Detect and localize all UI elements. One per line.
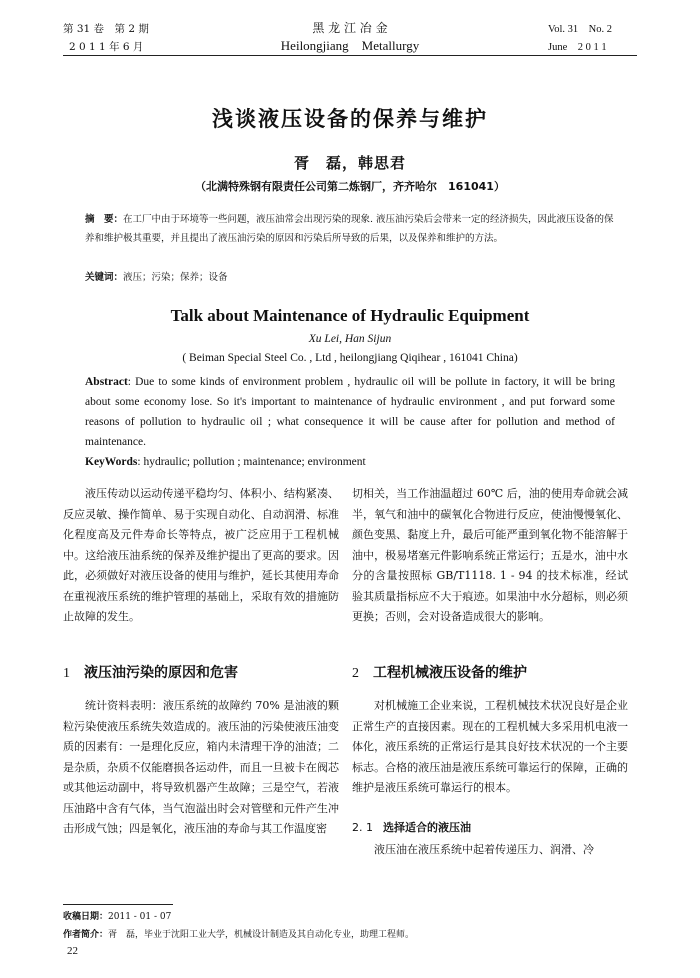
authors-cn: 胥 磊，韩思君 [293, 154, 406, 172]
keywords-en [85, 452, 615, 472]
section-1-paragraph: 统计资料表明：液压系统的故障约 70% 是油液的颗粒污染使液压系统失效造成的。液压油的污染使液压油变质的因素有：一是理化反应，箱内未清理干净的油渣；二是杂质，杂质不仅能磨损各运动件，而且一旦被卡在阀芯或其他运动副中，将导致机器产生故障；三是空气，若液压油路中含有气体，当气泡溢出时会对管壁和元件产生冲击形成气蚀；四是氧化，液压油的寿命与其工作温度密 [63, 699, 339, 835]
journal-name-en: Heilongjiang Metallurgy [280, 38, 420, 53]
author-bio [63, 926, 414, 944]
section-1-title: 液压油污染的原因和危害 [84, 665, 238, 681]
footnote-rule [63, 904, 173, 905]
received-label: 收稿日期： [63, 912, 109, 922]
abstract-label-cn: 摘 要： [85, 214, 124, 225]
section-2-paragraph: 对机械施工企业来说，工程机械技术状况良好是企业正常生产的直接因素。现在的工程机械大多采用机电液一体化，液压系统的正常运行是其良好技术状况的一个主要标志。合格的液压油是液压系统可靠运行的保障，正确的维护是液压系统可靠运行的根本。 [352, 699, 628, 794]
date-cn: 2 0 1 1 年 6 月 [69, 41, 144, 53]
volume-issue-en: Vol. 31 No. 2 [548, 24, 612, 35]
keywords-label-cn: 关键词： [85, 272, 124, 283]
intro-paragraph: 液压传动以运动传递平稳均匀、体积小、结构紧凑、反应灵敏、操作简单、易于实现自动化、自动润滑、标准化程度高及元件寿命长等特点，被广泛应用于工程机械中。这给液压油系统的保养及维护提出了更高的要求。因此，必须做好对液压设备的使用与维护，延长其使用寿命在重视液压系统的维护管理的基础上，采取有效的措施防止故障的发生。 [63, 487, 339, 623]
subsection-2-1-paragraph: 液压油在液压系统中起着传递压力、润滑、冷 [374, 843, 594, 856]
subsection-2-1-title: 选择适合的液压油 [383, 821, 471, 834]
abstract-en [85, 372, 615, 452]
header-rule [63, 55, 637, 56]
page-number: 22 [67, 945, 78, 957]
section-1-heading [63, 662, 238, 682]
received-value: 2011 - 01 - 07 [108, 912, 172, 922]
keywords-label-en: KeyWords [85, 456, 138, 468]
affiliation-en: ( Beiman Special Steel Co. , Ltd , heilongjiang Qiqihear , 161041 China) [182, 352, 518, 364]
volume-issue-cn: 第 31 卷 第 2 期 [63, 23, 149, 35]
journal-name-cn: 黑 龙 江 冶 金 [312, 21, 388, 35]
abstract-text-cn: 在工厂中由于环境等一些问题，液压油常会出现污染的现象. 液压油污染后会带来一定的经济损失，因此液压设备的保养和维护极其重要，并且提出了液压油污染的原因和污染后所导致的后果，以及保养和维护的方法。 [85, 214, 614, 244]
paper-title-cn: 浅谈液压设备的保养与维护 [212, 107, 488, 131]
section-2-heading [352, 662, 527, 682]
section-2-number: 2 [352, 666, 359, 681]
affiliation-cn: （北满特殊钢有限责任公司第二炼钢厂，齐齐哈尔 161041） [195, 180, 505, 193]
authors-en: Xu Lei, Han Sijun [308, 333, 392, 345]
keywords-text-cn: 液压；污染；保养；设备 [123, 272, 228, 283]
author-bio-label: 作者简介： [63, 930, 109, 940]
abstract-cn [85, 210, 615, 248]
abstract-text-en: : Due to some kinds of environment problem , hydraulic oil will be pollute in factory, it will be bring about some economy lose. So it's important to maintenance of hydraulic environment , and put forward some reasons of pollution to hydraulic oil ; what consequence it will be cause after for pollution and method of maintenance. [85, 376, 615, 448]
abstract-label-en: Abstract [85, 376, 128, 388]
received-date [63, 908, 171, 926]
keywords-text-en: : hydraulic; pollution ; maintenance; environment [137, 456, 366, 468]
date-en: June 2 0 1 1 [548, 42, 607, 53]
right-column-continued: 切相关，当工作油温超过 60℃ 后，油的使用寿命就会减半，氧气和油中的碳氧化合物进行反应，使油慢慢氧化、颜色变黑、黏度上升，最后可能严重到氧化物不能溶解于油中，极易堵塞元件影响系统正常运行；五是水，油中水分的含量按照标 GB/T1118. 1 - 94 的技术标准，经试验其质量指标应不大于痕迹。如果油中水分超标，则必须更换；否则，会对设备造成很大的影响。 [352, 487, 628, 623]
subsection-2-1-heading [352, 819, 471, 835]
section-2-title: 工程机械液压设备的维护 [373, 665, 527, 681]
section-1-number: 1 [63, 666, 70, 681]
keywords-cn [85, 268, 615, 287]
paper-title-en: Talk about Maintenance of Hydraulic Equipment [170, 306, 530, 325]
author-bio-text: 胥 磊，毕业于沈阳工业大学，机械设计制造及其自动化专业，助理工程师。 [108, 930, 415, 940]
subsection-2-1-number: 2. 1 [352, 821, 373, 834]
